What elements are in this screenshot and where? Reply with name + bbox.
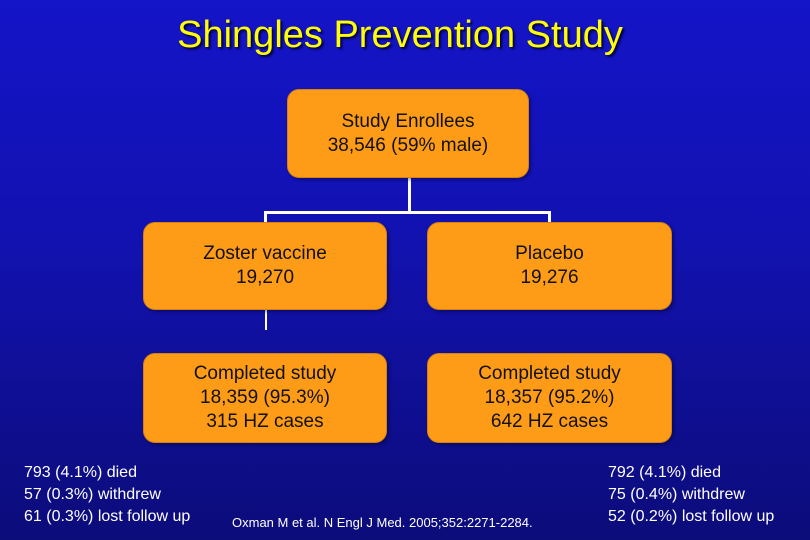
vaccine-count: 19,270: [235, 267, 295, 288]
placebo-died: 792 (4.1%) died: [608, 464, 721, 481]
placebo-hz-cases: 642 HZ cases: [490, 411, 609, 432]
vaccine-completed-label: Completed study: [193, 363, 337, 384]
vaccine-lost-follow-up: 61 (0.3%) lost follow up: [24, 508, 191, 525]
vaccine-box: [143, 222, 387, 310]
placebo-dropouts: [608, 462, 774, 528]
connector-vaccine-completed: [265, 310, 267, 330]
placebo-box: [427, 222, 672, 310]
placebo-completed-box: [427, 353, 672, 443]
citation: Oxman M et al. N Engl J Med. 2005;352:2271-2284.: [232, 515, 533, 530]
placebo-completed-count: 18,357 (95.2%): [484, 387, 615, 408]
vaccine-died: 793 (4.1%) died: [24, 464, 137, 481]
vaccine-dropouts: [24, 462, 190, 528]
enrollees-box: [287, 89, 529, 178]
placebo-label: Placebo: [515, 243, 584, 264]
vaccine-completed-box: [143, 353, 387, 443]
connector-horizontal: [264, 211, 550, 214]
vaccine-hz-cases: 315 HZ cases: [206, 411, 324, 432]
enrollees-count: 38,546 (59% male): [327, 134, 489, 156]
slide-title: Shingles Prevention Study: [177, 14, 623, 56]
placebo-withdrew: 75 (0.4%) withdrew: [608, 486, 745, 503]
vaccine-label: Zoster vaccine: [203, 243, 327, 264]
placebo-count: 19,276: [520, 267, 579, 288]
vaccine-completed-count: 18,359 (95.3%): [200, 387, 330, 408]
connector-enrollees-down: [408, 178, 411, 212]
placebo-lost-follow-up: 52 (0.2%) lost follow up: [608, 508, 775, 525]
placebo-completed-label: Completed study: [478, 363, 621, 384]
enrollees-label: Study Enrollees: [341, 110, 475, 132]
vaccine-withdrew: 57 (0.3%) withdrew: [24, 486, 161, 503]
